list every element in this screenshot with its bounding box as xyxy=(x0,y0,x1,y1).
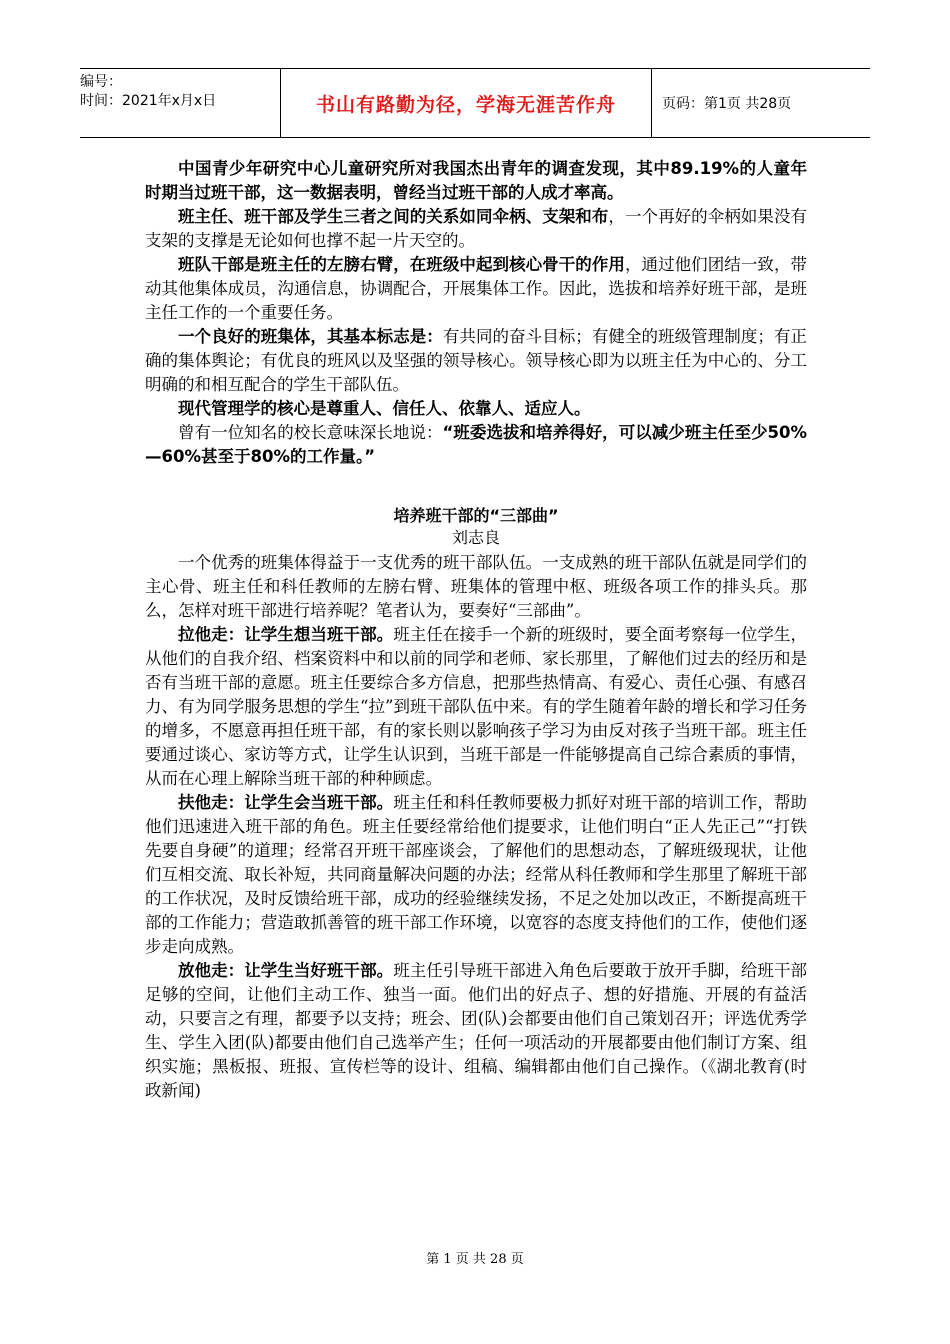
page-header xyxy=(80,68,870,138)
article-paragraph-1: 一个优秀的班集体得益于一支优秀的班干部队伍。一支成熟的班干部队伍就是同学们的主心骨、班主任和科任教师的左膀右臂、班集体的管理中枢、班级各项工作的排头兵。那么，怎样对班干部进行培养呢？笔者认为，要奏好“三部曲”。 xyxy=(145,553,807,620)
intro-p6-quote: “班委选拔和培养得好，可以减少班主任至少50%—60%甚至于80%的工作量。” xyxy=(145,423,807,466)
intro-paragraph-4 xyxy=(145,325,807,397)
intro-paragraph-3 xyxy=(145,253,807,325)
article-section-3 xyxy=(145,959,807,1103)
header-page-info: 页码：第1页 共28页 xyxy=(662,96,792,112)
intro-paragraph-2 xyxy=(145,205,807,253)
intro-paragraph-6 xyxy=(145,421,807,469)
section-3-text: 班主任引导班干部进入角色后要敢于放开手脚，给班干部足够的空间，让他们主动工作、独当一面。他们出的好点子、想的好措施、开展的有益活动，只要言之有理，都要予以支持；班会、团(队)会都要由他们自己策划召开；评选优秀学生、学生入团(队)都要由他们自己选举产生；任何一项活动的开展都要由他们制订方案、组织实施；黑板报、班报、宣传栏等的设计、组稿、编辑都由他们自己操作。（《湖北教育(时政新闻) xyxy=(145,961,808,1100)
intro-p4-text: 有共同的奋斗目标；有健全的班级管理制度；有正确的集体舆论；有优良的班风以及坚强的领导核心。领导核心即为以班主任为中心的、分工明确的和相互配合的学生干部队伍。 xyxy=(145,327,808,394)
section-2-heading: 扶他走：让学生会当班干部。 xyxy=(178,793,394,812)
header-motto: 书山有路勤为径，学海无涯苦作舟 xyxy=(315,93,616,116)
intro-p4-bold: 一个良好的班集体，其基本标志是： xyxy=(178,327,443,346)
document-number-label: 编号： xyxy=(80,74,122,90)
intro-p3-text: ，通过他们团结一致，带动其他集体成员，沟通信息，协调配合，开展集体工作。因此，选拔和培养好班干部，是班主任工作的一个重要任务。 xyxy=(145,255,808,322)
page-footer: 第 1 页 共 28 页 xyxy=(426,1252,524,1267)
section-1-text: 班主任在接手一个新的班级时，要全面考察每一位学生，从他们的自我介绍、档案资料中和以前的同学和老师、家长那里，了解他们过去的经历和是否有当班干部的意愿。班主任要综合多方信息，把那些热情高、有爱心、责任心强、有感召力、有为同学服务思想的学生“拉”到班干部队伍中来。有的学生随着年龄的增长和学习任务的增多，不愿意再担任班干部，有的家长则以影响孩子学习为由反对孩子当班干部。班主任要通过谈心、家访等方式，让学生认识到，当班干部是一件能够提高自己综合素质的事情，从而在心理上解除当班干部的种种顾虑。 xyxy=(145,625,808,788)
header-motto-cell xyxy=(280,69,652,137)
intro-p2-text: ，一个再好的伞柄如果没有支架的支撑是无论如何也撑不起一片天空的。 xyxy=(145,207,808,250)
article-author: 刘志良 xyxy=(451,528,500,547)
document-body xyxy=(145,157,807,1103)
article-section-2 xyxy=(145,791,807,959)
article-title: 培养班干部的“三部曲” xyxy=(393,506,559,525)
header-meta xyxy=(80,69,280,137)
header-page-info-cell xyxy=(652,69,870,137)
intro-p3-bold: 班队干部是班主任的左膀右臂，在班级中起到核心骨干的作用 xyxy=(178,255,625,274)
section-1-heading: 拉他走：让学生想当班干部。 xyxy=(178,625,394,644)
intro-paragraph-5: 现代管理学的核心是尊重人、信任人、依靠人、适应人。 xyxy=(178,399,591,418)
document-time-label: 时间：2021年x月x日 xyxy=(80,93,217,109)
intro-p6-text: 曾有一位知名的校长意味深长地说： xyxy=(178,423,443,442)
intro-p2-bold: 班主任、班干部及学生三者之间的关系如同伞柄、支架和布 xyxy=(178,207,609,226)
article-section-1 xyxy=(145,623,807,791)
section-3-heading: 放他走：让学生当好班干部。 xyxy=(178,961,394,980)
section-2-text: 班主任和科任教师要极力抓好对班干部的培训工作，帮助他们迅速进入班干部的角色。班主任要经常给他们提要求，让他们明白“正人先正己”“打铁先要自身硬”的道理；经常召开班干部座谈会，了解他们的思想动态，了解班级现状，让他们互相交流、取长补短，共同商量解决问题的办法；经常从科任教师和学生那里了解班干部的工作状况，及时反馈给班干部，成功的经验继续发扬，不足之处加以改正，不断提高班干部的工作能力；营造敢抓善管的班干部工作环境，以宽容的态度支持他们的工作，使他们逐步走向成熟。 xyxy=(145,793,808,956)
intro-paragraph-1: 中国青少年研究中心儿童研究所对我国杰出青年的调查发现，其中89.19%的人童年时期当过班干部，这一数据表明，曾经当过班干部的人成才率高。 xyxy=(145,159,807,202)
